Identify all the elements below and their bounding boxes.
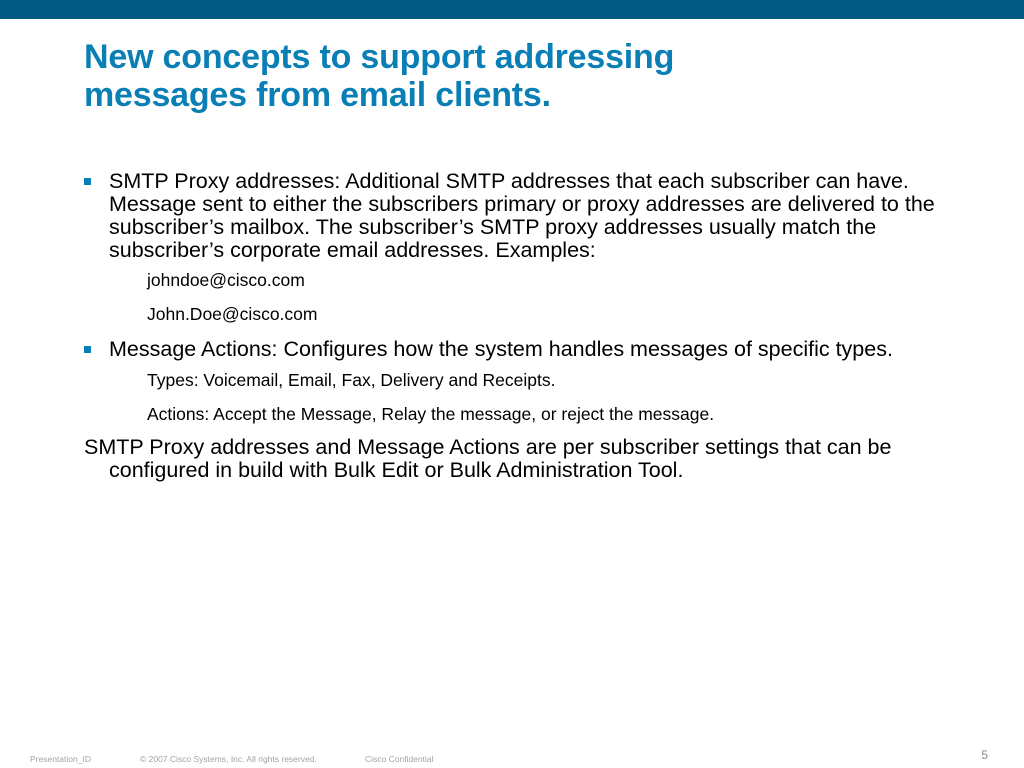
bullet-text: SMTP Proxy addresses: Additional SMTP addresses that each subscriber can have. Message sent to either the subscribers primary or proxy addresses are delivered to the subscriber’s mailbox. The subscriber’s SMTP proxy addresses usually match the subscriber’s corporate email addresses. Examples: [109, 169, 935, 262]
message-types-line: Types: Voicemail, Email, Fax, Delivery and Receipts. [147, 370, 556, 390]
top-banner-bar [0, 0, 1024, 19]
example-address: johndoe@cisco.com [147, 270, 305, 290]
slide-body [84, 170, 964, 482]
square-bullet-icon [84, 178, 91, 185]
square-bullet-icon [84, 346, 91, 353]
footer-presentation-id: Presentation_ID [30, 754, 91, 764]
footer-copyright: © 2007 Cisco Systems, Inc. All rights reserved. [140, 754, 317, 764]
bullet-text: Message Actions: Configures how the system handles messages of specific types. [109, 337, 893, 361]
message-actions-line: Actions: Accept the Message, Relay the message, or reject the message. [147, 404, 715, 424]
page-number: 5 [981, 748, 988, 762]
slide-title-line-1: New concepts to support addressing [84, 38, 675, 76]
example-address: John.Doe@cisco.com [147, 304, 318, 324]
footer-confidential: Cisco Confidential [365, 754, 434, 764]
bullet-message-actions [84, 338, 964, 361]
closing-paragraph: SMTP Proxy addresses and Message Actions are per subscriber settings that can be configured in build with Bulk Edit or Bulk Administration Tool. [84, 435, 892, 482]
bullet-smtp-proxy [84, 170, 964, 262]
slide-title-line-2: messages from email clients. [84, 76, 551, 114]
slide-title [84, 38, 984, 114]
